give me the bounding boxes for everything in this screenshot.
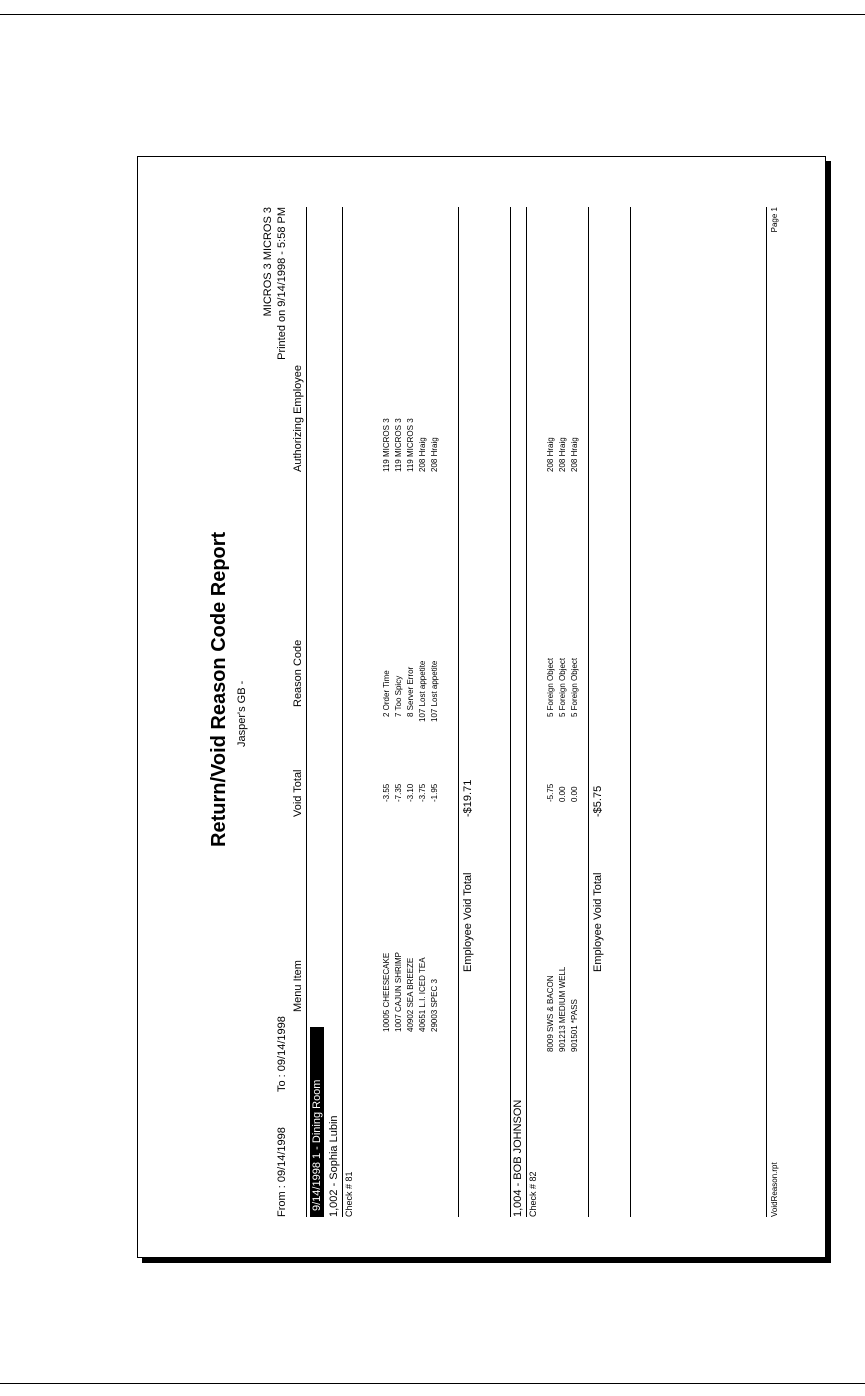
footer-page-number: Page 1 (770, 207, 779, 233)
employee-void-total-value: -$5.75 (592, 785, 604, 817)
employee-void-total-label: Employee Void Total (592, 872, 604, 972)
subtotal-rule (458, 207, 459, 1217)
row-reason-code: 8 Server Error (406, 666, 415, 717)
section-bar: 9/14/1998 1 - Dining Room (310, 1027, 324, 1217)
check-number: Check # 82 (528, 1171, 538, 1217)
row-reason-code: 5 Foreign Object (570, 657, 579, 717)
row-void-total: 0.00 (570, 786, 579, 802)
row-void-total: -3.55 (382, 783, 391, 802)
report-preview-frame (137, 156, 826, 1258)
section-end-rule (630, 207, 631, 1217)
row-auth-employee: 119 MICROS 3 (406, 418, 415, 472)
row-auth-employee: 119 MICROS 3 (394, 418, 403, 472)
row-void-total: -7.35 (394, 783, 403, 802)
col-void-total: Void Total (292, 769, 304, 817)
date-from: From : 09/14/1998 (276, 1127, 288, 1217)
row-reason-code: 5 Foreign Object (558, 657, 567, 717)
employee-name: 1,002 - Sophia Lubin (328, 1115, 340, 1217)
header-micros: MICROS 3 MICROS 3 (262, 207, 274, 317)
page-bottom-rule (0, 1383, 865, 1384)
employee-rule (526, 207, 527, 1217)
row-auth-employee: 208 Hraig (418, 437, 427, 472)
row-void-total: 0.00 (558, 786, 567, 802)
employee-name: 1,004 - BOB JOHNSON (512, 1099, 524, 1217)
row-auth-employee: 208 Hraig (430, 437, 439, 472)
subtotal-rule (588, 207, 589, 1217)
row-menu-item: 8009 SWS & BACON (546, 975, 555, 1052)
row-void-total: -3.75 (418, 783, 427, 802)
row-menu-item: 29003 SPEC 3 (430, 979, 439, 1032)
row-menu-item: 1007 CAJUN SHRIMP (394, 951, 403, 1032)
employee-separator-rule (510, 207, 511, 1217)
report-title: Return/Void Reason Code Report (208, 531, 230, 847)
row-auth-employee: 119 MICROS 3 (382, 418, 391, 472)
employee-void-total-value: -$19.71 (462, 779, 474, 817)
header-printed-on: Printed on 9/14/1998 - 5:58 PM (276, 207, 288, 360)
col-authorizing-employee: Authorizing Employee (292, 364, 304, 472)
row-reason-code: 2 Order Time (382, 670, 391, 717)
footer-report-file: VoidReason.rpt (770, 1162, 779, 1217)
row-auth-employee: 208 Hraig (546, 437, 555, 472)
row-auth-employee: 208 Hraig (558, 437, 567, 472)
check-number: Check # 81 (344, 1171, 354, 1217)
row-void-total: -5.75 (546, 783, 555, 802)
row-menu-item: 10005 CHEESECAKE (382, 952, 391, 1032)
footer-rule (766, 207, 767, 1217)
report-page (178, 187, 798, 1227)
row-reason-code: 5 Foreign Object (546, 657, 555, 717)
row-reason-code: 7 Too Spicy (394, 675, 403, 717)
column-header-rule (306, 207, 307, 1217)
row-menu-item: 901501 *PASS (570, 999, 579, 1052)
row-reason-code: 107 Lost appetite (430, 660, 439, 722)
row-reason-code: 107 Lost appetite (418, 660, 427, 722)
row-void-total: -1.95 (430, 783, 439, 802)
report-subtitle: Jasper's GB - (236, 680, 248, 747)
date-to: To : 09/14/1998 (276, 1016, 288, 1092)
col-menu-item: Menu Item (292, 960, 304, 1012)
page-top-rule (0, 14, 865, 15)
employee-rule (342, 207, 343, 1217)
employee-void-total-label: Employee Void Total (462, 872, 474, 972)
row-menu-item: 40651 L.I. ICED TEA (418, 957, 427, 1032)
row-menu-item: 901213 MEDIUM WELL (558, 966, 567, 1052)
row-void-total: -3.10 (406, 783, 415, 802)
row-auth-employee: 208 Hraig (570, 437, 579, 472)
col-reason-code: Reason Code (292, 639, 304, 707)
row-menu-item: 40902 SEA BREEZE (406, 957, 415, 1032)
